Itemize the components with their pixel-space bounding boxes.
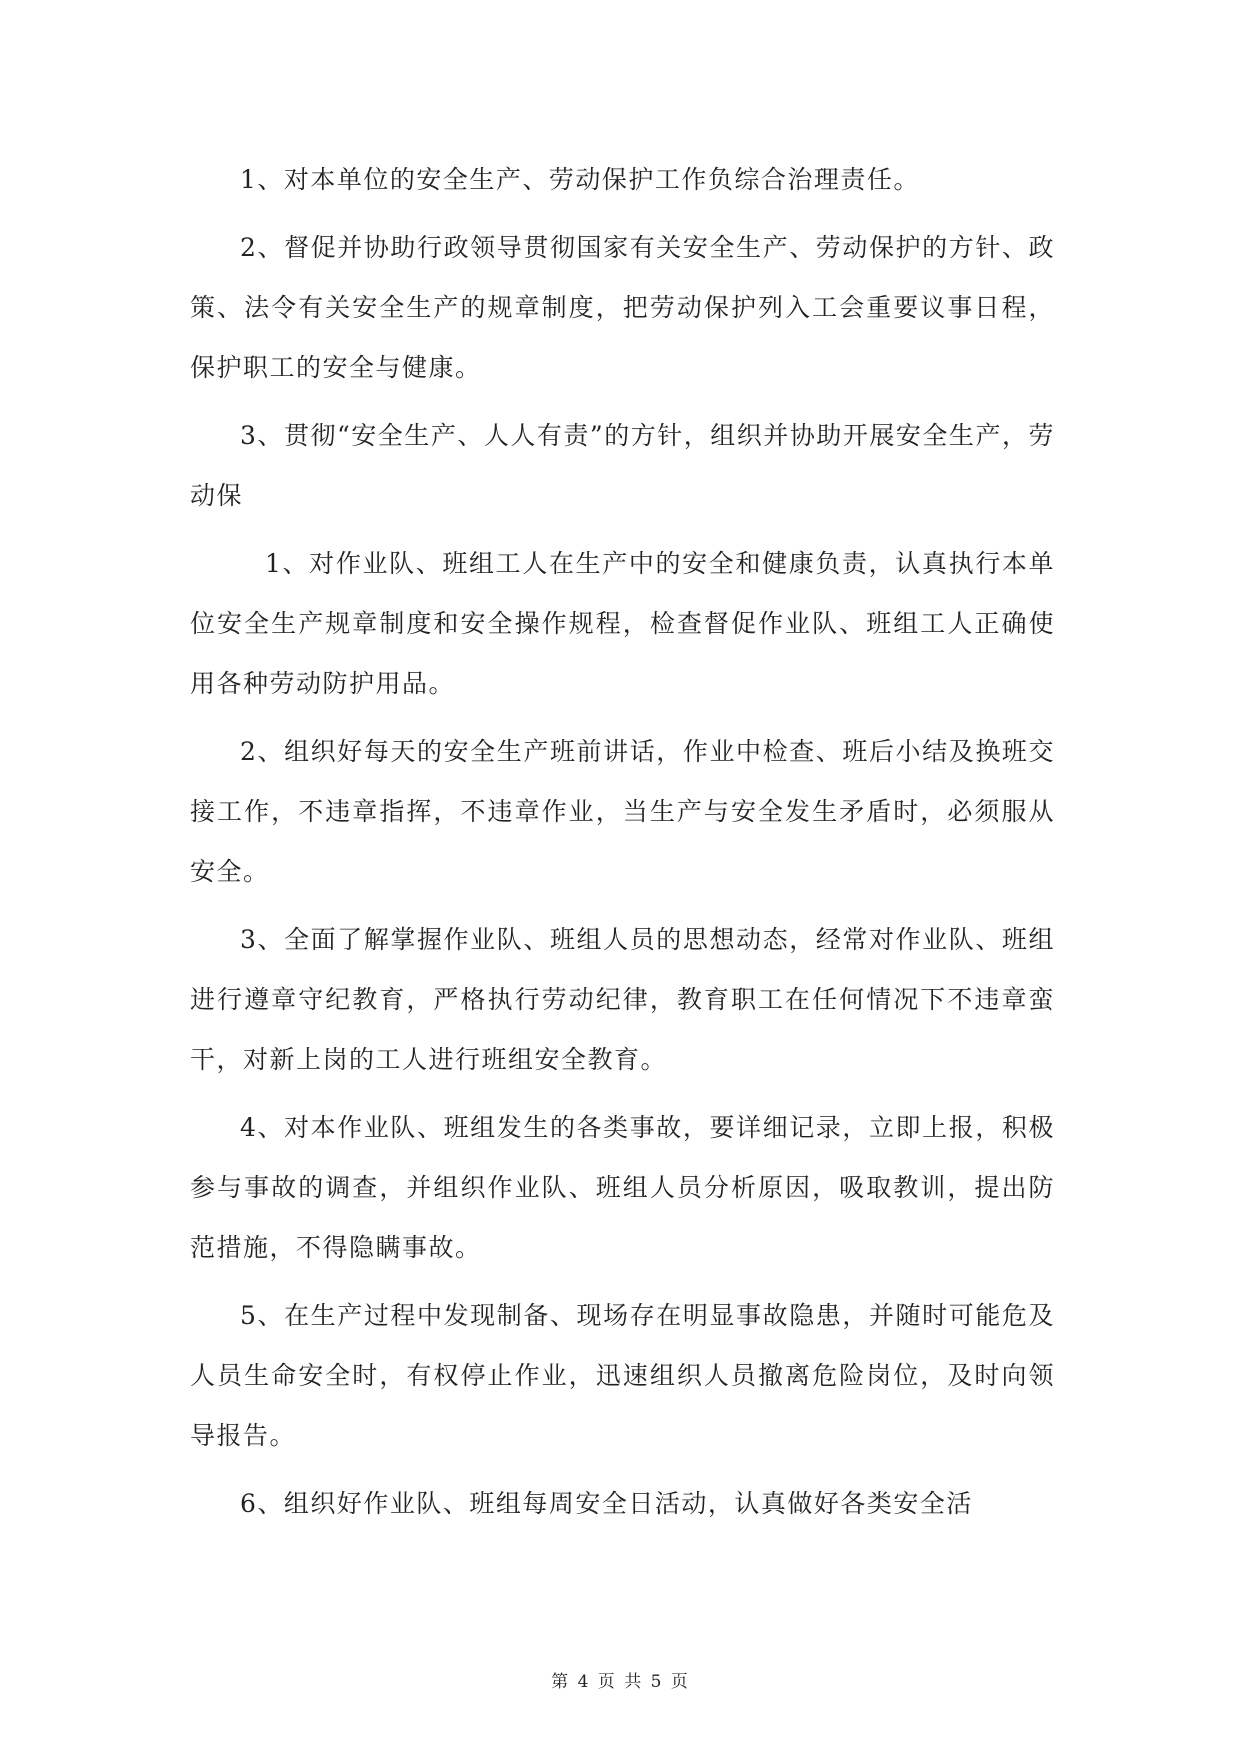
paragraph-5: 2、组织好每天的安全生产班前讲话，作业中检查、班后小结及换班交接工作，不违章指挥，不违章作业，当生产与安全发生矛盾时，必须服从安全。 bbox=[190, 737, 1055, 886]
paragraph-9: 6、组织好作业队、班组每周安全日活动，认真做好各类安全活 bbox=[240, 1489, 973, 1518]
paragraph-7: 4、对本作业队、班组发生的各类事故，要详细记录，立即上报，积极参与事故的调查，并组织作业队、班组人员分析原因，吸取教训，提出防范措施，不得隐瞒事故。 bbox=[190, 1113, 1055, 1262]
paragraph-8: 5、在生产过程中发现制备、现场存在明显事故隐患，并随时可能危及人员生命安全时，有权停止作业，迅速组织人员撤离危险岗位，及时向领导报告。 bbox=[190, 1301, 1055, 1450]
paragraph-1: 1、对本单位的安全生产、劳动保护工作负综合治理责任。 bbox=[240, 165, 920, 194]
paragraph-4: 1、对作业队、班组工人在生产中的安全和健康负责，认真执行本单位安全生产规章制度和安全操作规程，检查督促作业队、班组工人正确使用各种劳动防护用品。 bbox=[190, 549, 1055, 698]
paragraph-6: 3、全面了解掌握作业队、班组人员的思想动态，经常对作业队、班组进行遵章守纪教育，严格执行劳动纪律，教育职工在任何情况下不违章蛮干，对新上岗的工人进行班组安全教育。 bbox=[190, 925, 1055, 1074]
paragraph-2: 2、督促并协助行政领导贯彻国家有关安全生产、劳动保护的方针、政策、法令有关安全生产的规章制度，把劳动保护列入工会重要议事日程，保护职工的安全与健康。 bbox=[190, 233, 1055, 382]
paragraph-3: 3、贯彻“安全生产、人人有责”的方针，组织并协助开展安全生产，劳动保 bbox=[190, 421, 1055, 510]
document-body bbox=[190, 150, 1055, 1534]
page-number-footer: 第 4 页 共 5 页 bbox=[551, 1672, 690, 1692]
